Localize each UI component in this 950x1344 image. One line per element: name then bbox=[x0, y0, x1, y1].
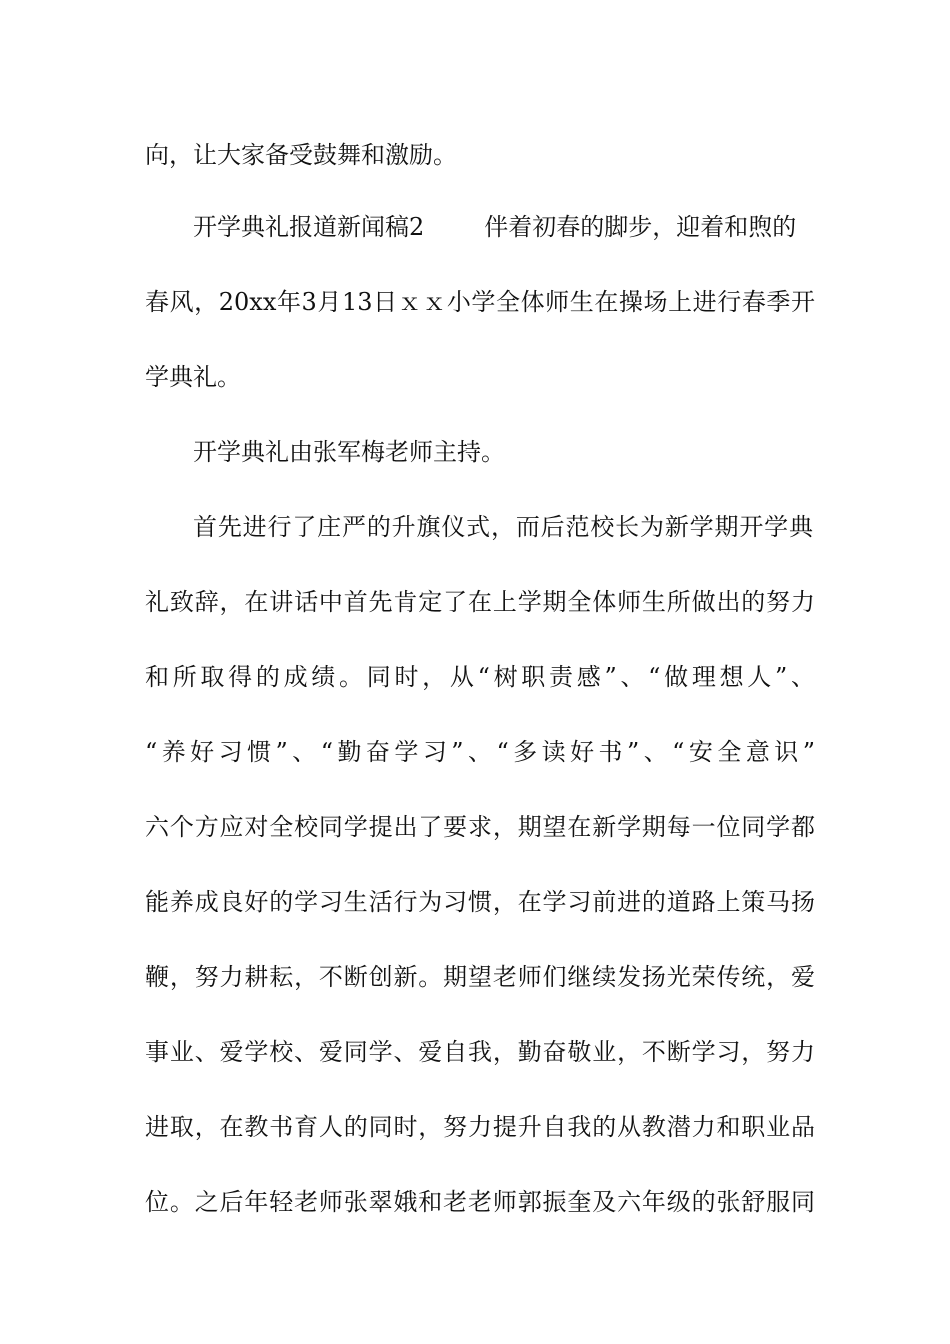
line-text: 春风，20xx年3月13日ｘｘ小学全体师生在操场上进行春季开 bbox=[145, 288, 815, 316]
text-line bbox=[145, 287, 815, 317]
line-text: 开学典礼由张军梅老师主持。 bbox=[193, 438, 505, 466]
text-line bbox=[145, 812, 815, 842]
text-line bbox=[145, 887, 815, 917]
line-text: 学典礼。 bbox=[145, 363, 241, 391]
text-line bbox=[145, 662, 815, 692]
paragraph-start-line bbox=[193, 512, 813, 542]
news-heading-line bbox=[193, 212, 813, 242]
text-line bbox=[145, 362, 815, 392]
text-line bbox=[145, 587, 815, 617]
line-text: 礼致辞，在讲话中首先肯定了在上学期全体师生所做出的努力 bbox=[145, 588, 815, 616]
paragraph-start-line bbox=[193, 437, 813, 467]
text-line bbox=[145, 140, 815, 170]
line-text: 向，让大家备受鼓舞和激励。 bbox=[145, 141, 457, 169]
text-line bbox=[145, 1037, 815, 1067]
text-line bbox=[145, 1187, 815, 1217]
line-text: 六个方应对全校同学提出了要求，期望在新学期每一位同学都 bbox=[145, 813, 815, 841]
line-text: 首先进行了庄严的升旗仪式，而后范校长为新学期开学典 bbox=[193, 513, 813, 541]
text-line bbox=[145, 962, 815, 992]
line-text: 位。之后年轻老师张翠娥和老老师郭振奎及六年级的张舒服同 bbox=[145, 1188, 815, 1216]
text-line bbox=[145, 1112, 815, 1142]
line-text: 能养成良好的学习生活行为习惯，在学习前进的道路上策马扬 bbox=[145, 888, 815, 916]
line-text: “养好习惯”、“勤奋学习”、“多读好书”、“安全意识” bbox=[145, 738, 815, 766]
text-line bbox=[145, 737, 815, 767]
line-text: 鞭，努力耕耘，不断创新。期望老师们继续发扬光荣传统，爱 bbox=[145, 963, 815, 991]
news-heading: 开学典礼报道新闻稿2 bbox=[193, 213, 425, 241]
line-text: 和所取得的成绩。同时，从“树职责感”、“做理想人”、 bbox=[145, 663, 815, 691]
line-text: 伴着初春的脚步，迎着和煦的 bbox=[484, 213, 797, 241]
line-text: 事业、爱学校、爱同学、爱自我，勤奋敬业，不断学习，努力 bbox=[145, 1038, 815, 1066]
line-text: 进取，在教书育人的同时，努力提升自我的从教潜力和职业品 bbox=[145, 1113, 815, 1141]
